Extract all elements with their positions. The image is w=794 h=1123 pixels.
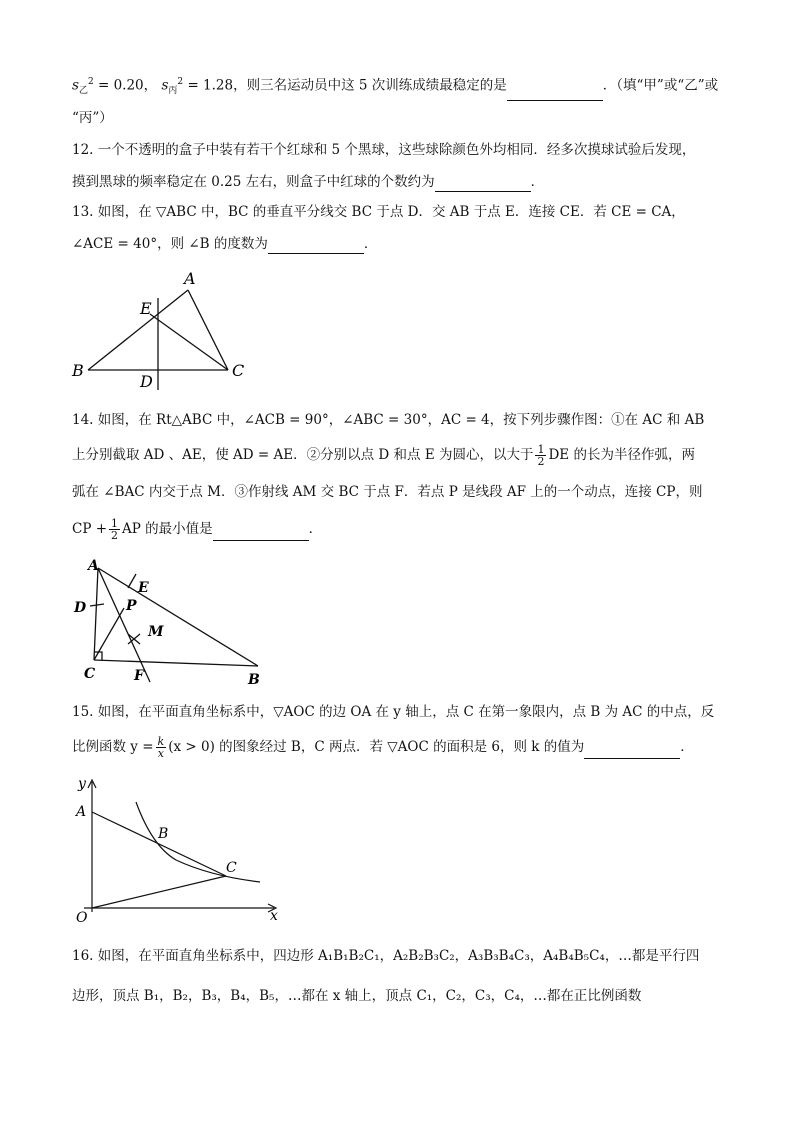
q14-answer-blank[interactable] [213, 524, 309, 541]
q13-line1: 13. 如图，在 ▽ABC 中，BC 的垂直平分线交 BC 于点 D．交 AB 于点 E．连接 CE．若 CE = CA， [72, 204, 685, 220]
q14-line2a: 上分别截取 AD 、AE，使 AD = AE．②分别以点 D 和点 E 为圆心，以大于 [72, 447, 534, 463]
q13-label-b: B [72, 361, 84, 380]
q11-s-bing-sub: 丙 [168, 86, 178, 97]
q13-figure [60, 262, 260, 392]
q13-seg-ac [188, 290, 228, 370]
q15-fraction [156, 736, 167, 759]
q14-label-p: P [126, 598, 137, 614]
q14-mark-e [128, 574, 136, 588]
q11-s-yi-sub: 乙 [78, 86, 88, 97]
q14-line4 [72, 518, 322, 541]
q14-line4b: AP 的最小值是 [122, 521, 213, 537]
q14-frac2-num: 1 [111, 517, 119, 530]
q12-line1: 12. 一个不透明的盒子中装有若干个红球和 5 个黑球，这些球除颜色外均相同．经多次摸球试验后发现， [72, 142, 696, 158]
q15-line1: 15. 如图，在平面直角坐标系中，▽AOC 的边 OA 在 y 轴上，点 C 在第一象限内，点 B 为 AC 的中点，反 [72, 704, 715, 720]
q14-label-a: A [88, 558, 99, 574]
q14-frac-num: 1 [537, 443, 545, 456]
q12-line2 [72, 172, 544, 192]
q15-line2-tail: ． [680, 739, 694, 755]
q11-answer-blank[interactable] [507, 84, 603, 101]
q15-label-x: x [270, 908, 278, 922]
q11-val-bing: = 1.28 [187, 77, 234, 94]
q15-label-c: C [226, 860, 237, 876]
q13-line2-tail: ． [363, 236, 378, 252]
q15-line2a: 比例函数 y = [72, 739, 154, 755]
q14-line3: 弧在 ∠BAC 内交于点 M．③作射线 AM 交 BC 于点 F．若点 P 是线段 AF 上的一个动点，连接 CP，则 [72, 484, 703, 500]
q11-text: ，则三名运动员中这 5 次训练成绩最稳定的是 [233, 77, 507, 94]
q13-label-e: E [140, 299, 152, 318]
q11-tail: ．（填“甲”或“乙”或 [602, 77, 719, 94]
q13-label-d: D [140, 372, 153, 391]
q11-line1: $s_乙^2 = 0.20$， $s_丙^2 = 1.28$，则三名运动员中这 5 次训练成绩最稳定的是 ．（填“甲”或“乙”或 [72, 72, 718, 101]
q14-line2 [72, 444, 695, 467]
q13-line2-text: ∠ACE = 40°，则 ∠B 的度数为 [72, 236, 268, 252]
q13-seg-ec [150, 314, 228, 370]
q13-label-c: C [232, 361, 245, 380]
q12-line2-tail: ． [530, 174, 545, 190]
q12-answer-blank[interactable] [435, 175, 531, 192]
q15-label-a: A [76, 804, 87, 820]
q16-line2: 边形，顶点 B₁，B₂，B₃，B₄，B₅，…都在 x 轴上，顶点 C₁，C₂，C₃，C₄，…都在正比例函数 [72, 988, 642, 1004]
q15-line2 [72, 736, 694, 759]
q14-seg-ab [98, 568, 258, 666]
q15-label-y: y [78, 776, 86, 792]
q13-label-a: A [184, 269, 196, 288]
q13-line2 [72, 234, 377, 254]
q14-label-b: B [248, 672, 260, 688]
q12-line2-text: 摸到黑球的频率稳定在 0.25 左右，则盒子中红球的个数约为 [72, 174, 435, 190]
q14-frac2-den: 2 [111, 529, 119, 542]
q14-fraction [535, 444, 546, 467]
q14-label-f: F [134, 668, 144, 684]
q15-seg-oc [92, 876, 226, 908]
q14-seg-cb [94, 660, 258, 666]
q15-frac-den: x [157, 747, 164, 760]
q11-val-yi: = 0.20 [97, 77, 144, 94]
q15-line2b: (x > 0) 的图象经过 B，C 两点．若 ▽AOC 的面积是 6，则 k 的值为 [168, 739, 585, 755]
q15-label-b: B [158, 826, 169, 842]
q11-s-bing: s [161, 77, 169, 94]
q14-fraction-2 [109, 518, 120, 541]
q14-label-e: E [138, 580, 149, 596]
q14-frac-den: 2 [537, 455, 545, 468]
q14-line4-tail: ． [308, 521, 323, 537]
q11-line2: “丙”） [72, 110, 113, 126]
q14-label-m: M [148, 624, 164, 640]
q11-s-yi: s [72, 77, 79, 94]
q15-figure [70, 772, 290, 922]
q13-answer-blank[interactable] [268, 237, 364, 254]
q15-label-o: O [76, 910, 88, 922]
q15-seg-ac [92, 812, 226, 876]
q14-line4a: CP + [72, 521, 108, 537]
q15-answer-blank[interactable] [584, 742, 680, 759]
q14-figure [66, 556, 276, 688]
q14-label-c: C [84, 666, 96, 682]
q14-line1: 14. 如图，在 Rt△ABC 中，∠ACB = 90°，∠ABC = 30°，AC = 4，按下列步骤作图：①在 AC 和 AB [72, 412, 705, 428]
q16-line1: 16. 如图，在平面直角坐标系中，四边形 A₁B₁B₂C₁，A₂B₂B₃C₂，A₃B₃B₄C₃，A₄B₄B₅C₄，…都是平行四 [72, 948, 700, 964]
q14-label-d: D [74, 600, 87, 616]
q14-line2b: DE 的长为半径作弧，两 [548, 447, 695, 463]
q14-seg-ac [94, 568, 98, 660]
q15-frac-num: k [157, 735, 165, 748]
